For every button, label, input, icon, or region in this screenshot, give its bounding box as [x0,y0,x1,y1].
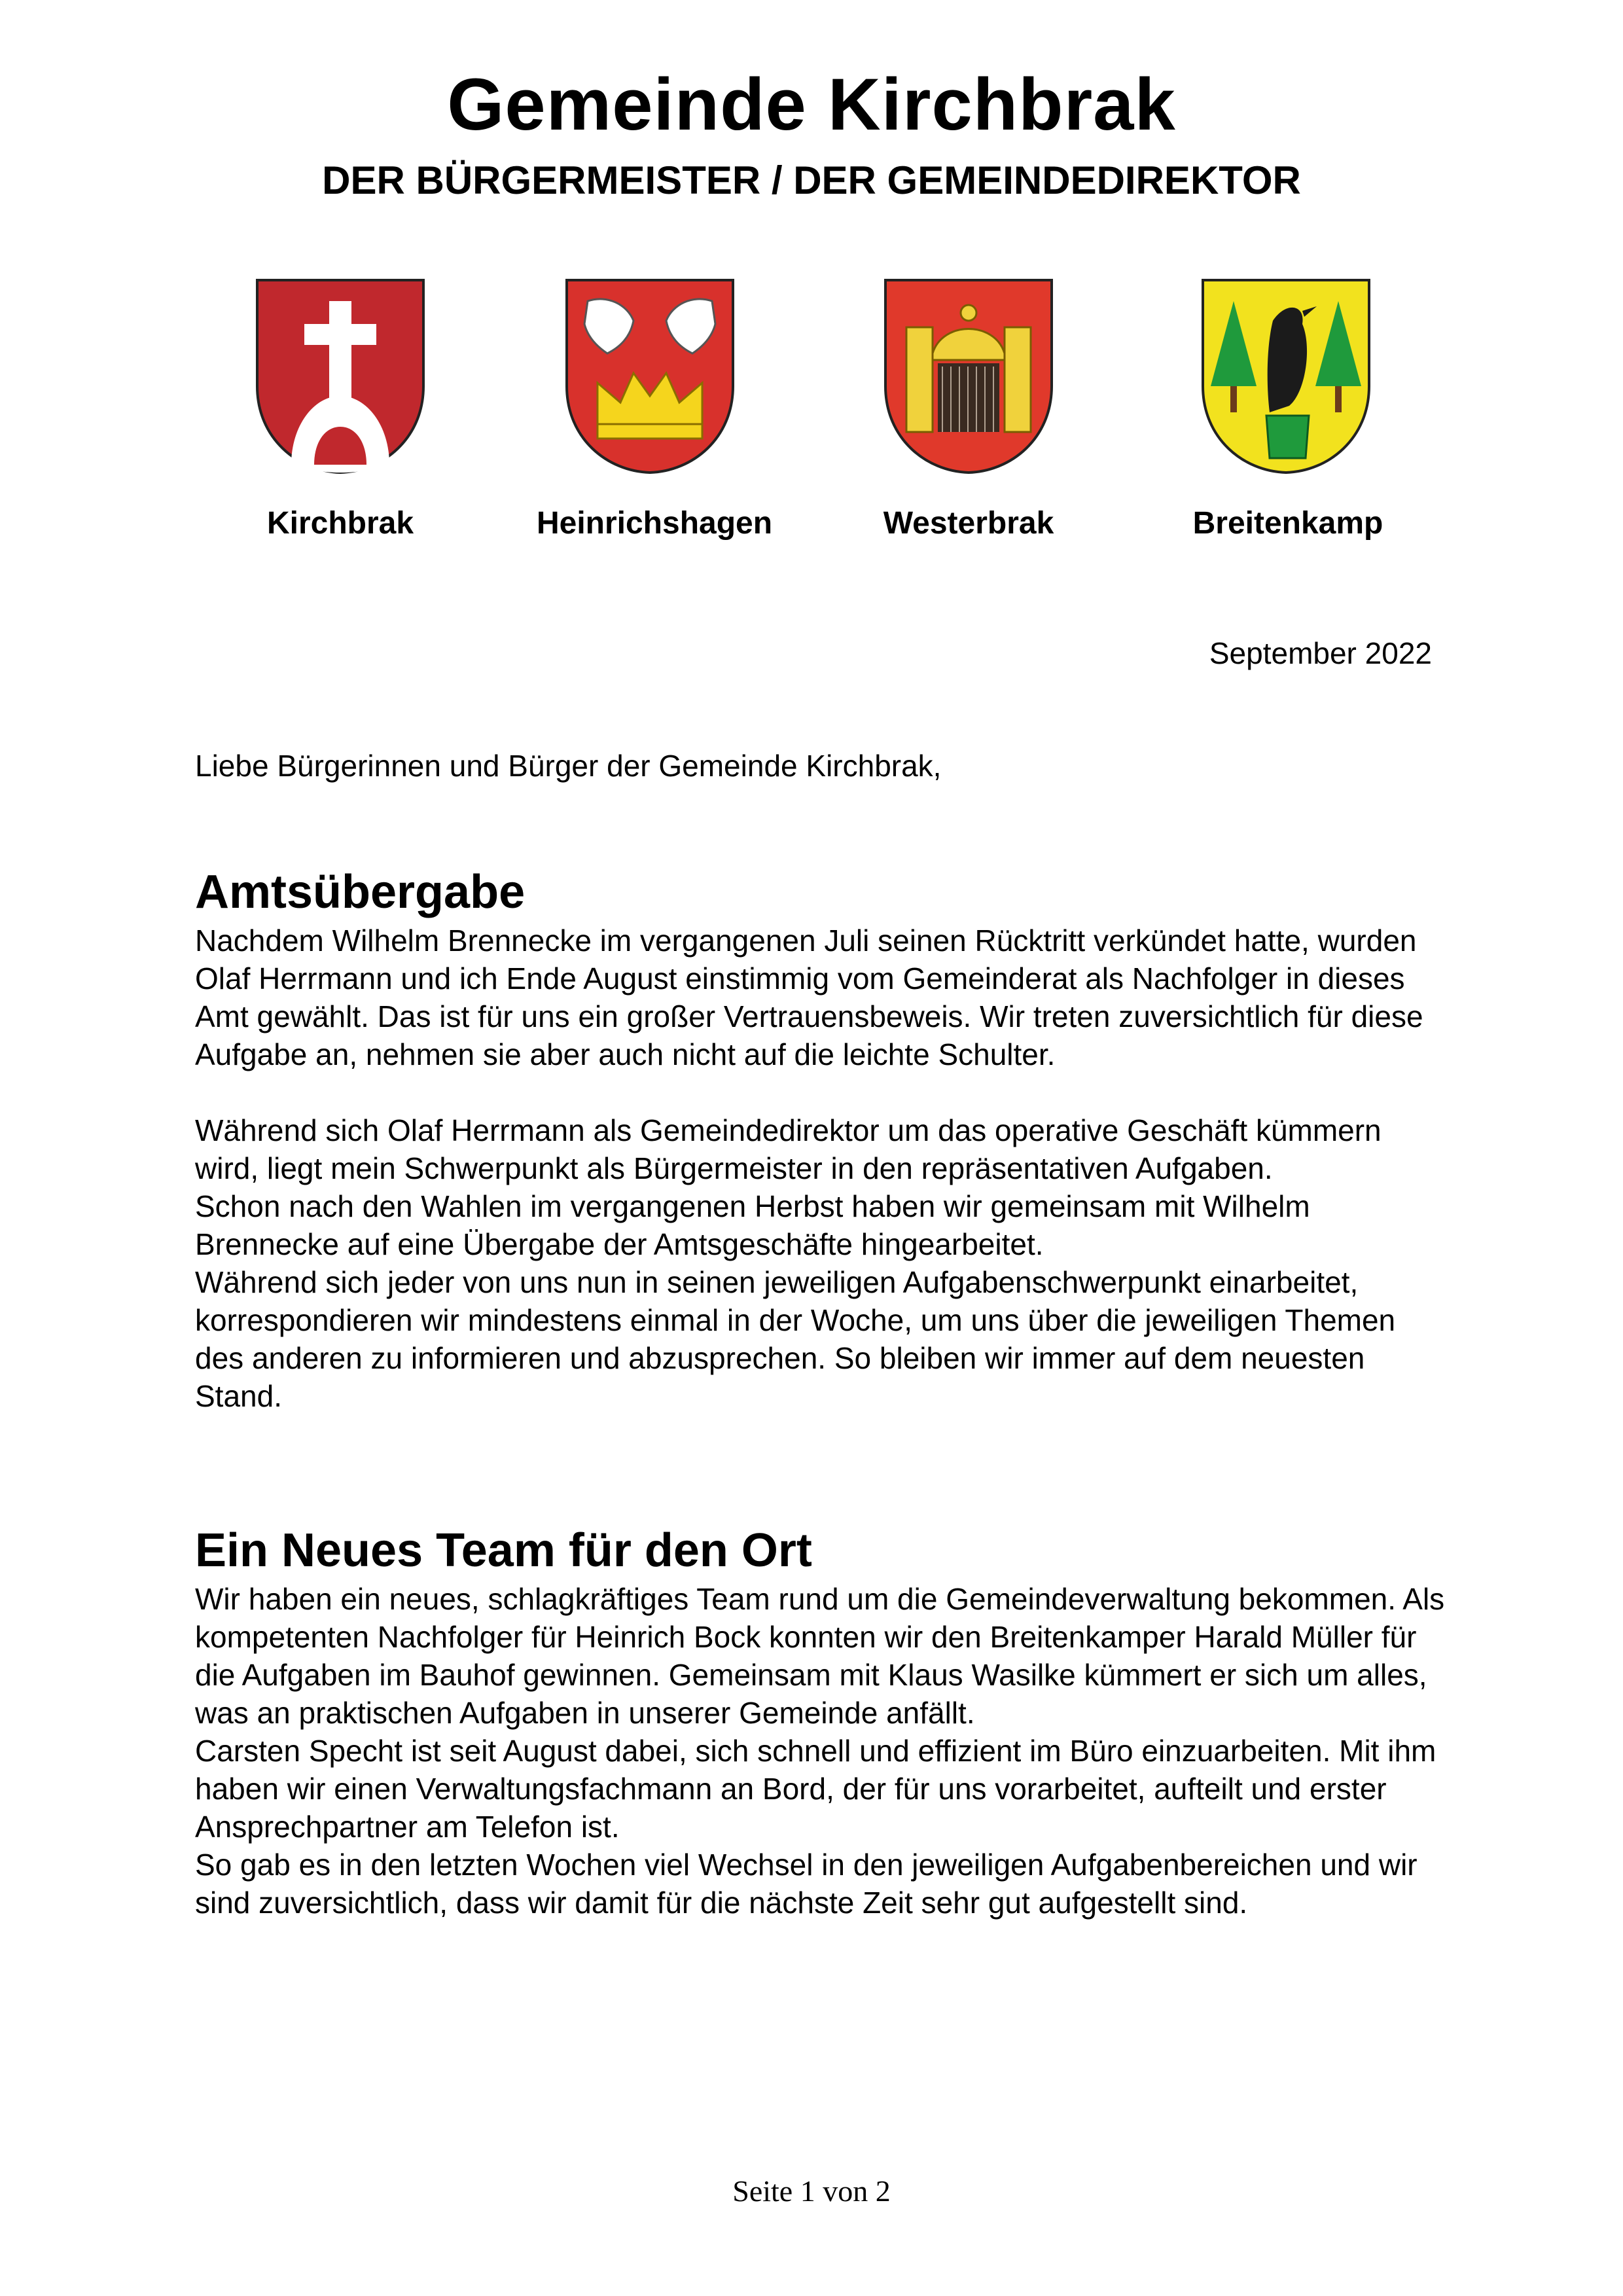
section-amtsuebergabe [195,863,1445,1415]
paragraph: Nachdem Wilhelm Brennecke im vergangenen Juli seinen Rücktritt verkündet hatte, wurden Olaf Herrmann und ich Ende August einstimmig vom Gemeinderat als Nachfolger in dieses Amt gewählt. Das ist für uns ein großer Vertrauensbeweis. Wir treten zuversichtlich für diese Aufgabe an, nehmen sie aber auch nicht auf die leichte Schulter. [195,924,1423,1071]
page-number: Seite 1 von 2 [732,2174,891,2208]
paragraph: Carsten Specht ist seit August dabei, sich schnell und effizient im Büro einzuarbeiten. Mit ihm haben wir einen Verwaltungsfachmann an Bord, der für uns vorarbeitet, aufteilt und erster Ansprechpartner am Telefon ist. [195,1734,1436,1844]
paragraph: Wir haben ein neues, schlagkräftiges Team rund um die Gemeindeverwaltung bekommen. Als kompetenten Nachfolger für Heinrich Bock konnten wir den Breitenkamper Harald Müller für die Aufgaben im Bauhof gewinnen. Gemeinsam mit Klaus Wasilke kümmert er sich um alles, was an praktischen Aufgaben in unserer Gemeinde anfällt. [195,1582,1445,1730]
crest-label-heinrichshagen: Heinrichshagen [536,506,773,541]
section-heading: Amtsübergabe [195,866,526,918]
salutation: Liebe Bürgerinnen und Bürger der Gemeinde Kirchbrak, [195,749,942,783]
paragraph: Schon nach den Wahlen im vergangenen Herbst haben wir gemeinsam mit Wilhelm Brennecke auf eine Übergabe der Amtsgeschäfte hingearbeitet. [195,1189,1310,1261]
letter-date: September 2022 [1209,636,1432,670]
paragraph: So gab es in den letzten Wochen viel Wechsel in den jeweiligen Aufgabenbereichen und wir sind zuversichtlich, dass wir damit für die nächste Zeit sehr gut aufgestellt sind. [195,1848,1418,1920]
section-heading: Ein Neues Team für den Ort [195,1524,812,1577]
raven-trees-crest-icon [1198,275,1374,478]
section-neues-team [195,1521,1445,1922]
paragraph: Während sich jeder von uns nun in seinen jeweiligen Aufgabenschwerpunkt einarbeitet, korrespondieren wir mindestens einmal in der Woche, um uns über die jeweiligen Themen des anderen zu informieren und abzusprechen. So bleiben wir immer auf dem neuesten Stand. [195,1265,1396,1413]
crest-label-westerbrak: Westerbrak [883,506,1054,541]
paragraph: Während sich Olaf Herrmann als Gemeindedirektor um das operative Geschäft kümmern wird, liegt mein Schwerpunkt als Bürgermeister in den repräsentativen Aufgaben. [195,1113,1382,1185]
cross-crest-icon [252,275,429,478]
gate-crest-icon [880,275,1057,478]
crest-label-kirchbrak: Kirchbrak [266,506,414,541]
crest-label-breitenkamp: Breitenkamp [1192,506,1383,541]
page-title: Gemeinde Kirchbrak [447,63,1176,145]
page-subtitle: DER BÜRGERMEISTER / DER GEMEINDEDIREKTOR [322,158,1301,202]
doves-crown-crest-icon [562,275,738,478]
letterhead [0,59,1623,207]
